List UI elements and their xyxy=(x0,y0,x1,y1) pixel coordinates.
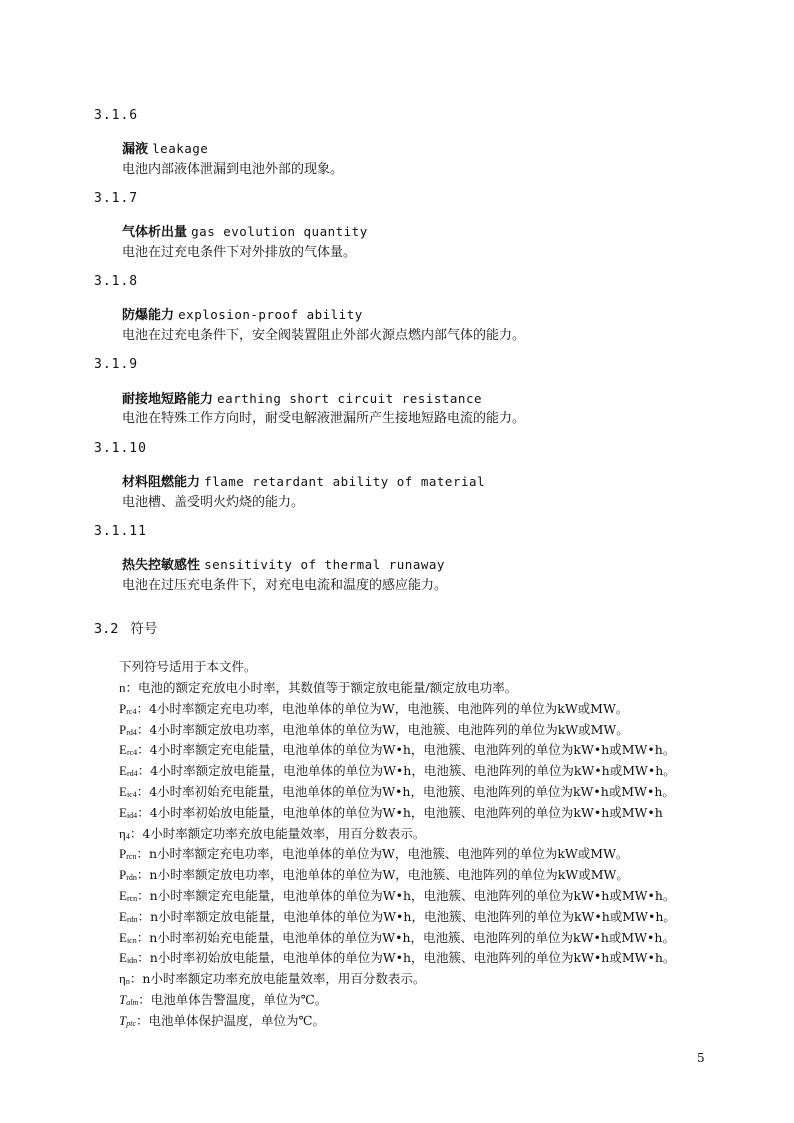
term-number: 3.1.6 xyxy=(94,108,139,123)
section-heading xyxy=(94,617,157,637)
symbol-description: ：4小时率额定功率充放电能量效率，用百分数表示。 xyxy=(129,825,426,841)
term-title-zh: 热失控敏感性 xyxy=(122,558,201,573)
symbol xyxy=(119,722,137,737)
symbol-line xyxy=(119,740,675,758)
symbol-description: ：电池单体保护温度，单位为℃。 xyxy=(136,1012,325,1028)
term-title-zh: 气体析出量 xyxy=(122,225,188,240)
symbol xyxy=(119,805,137,820)
symbol-line xyxy=(119,907,676,925)
symbol-description: ：4小时率额定放电能量，电池单体的单位为W•h，电池簇、电池阵列的单位为kW•h或MW•h。 xyxy=(137,763,676,779)
symbol-description: ：n小时率初始放电能量，电池单体的单位为W•h，电池簇、电池阵列的单位为kW•h或MW•h。 xyxy=(137,950,676,966)
symbol xyxy=(119,846,136,861)
symbol-line xyxy=(119,928,675,946)
term-definition: 电池在特殊工作方向时，耐受电解液泄漏所产生接地短路电流的能力。 xyxy=(122,411,526,426)
page-number: 5 xyxy=(697,1051,705,1065)
term-title xyxy=(122,138,208,157)
symbol-description: ：4小时率初始放电能量，电池单体的单位为W•h，电池簇、电池阵列的单位为kW•h或MW•h xyxy=(137,804,663,820)
term-definition: 电池槽、盖受明火灼烧的能力。 xyxy=(122,495,305,510)
symbol-base: E xyxy=(119,929,127,945)
symbol-subscript: rd4 xyxy=(126,769,138,779)
term-title-zh: 耐接地短路能力 xyxy=(122,392,214,407)
symbol-base: T xyxy=(119,992,127,1007)
term-definition: 电池在过充电条件下对外排放的气体量。 xyxy=(122,245,357,260)
section-title: 符号 xyxy=(130,621,158,637)
symbol-base: E xyxy=(119,950,127,966)
symbol-base: P xyxy=(119,846,127,862)
symbol-description: ：电池单体告警温度，单位为℃。 xyxy=(138,992,328,1007)
symbol-base: η xyxy=(119,825,126,841)
term-title-en: earthing short circuit resistance xyxy=(217,391,483,406)
symbol-line xyxy=(119,782,675,800)
symbol-base: E xyxy=(119,908,127,924)
symbol-subscript: idn xyxy=(126,956,138,966)
symbol xyxy=(119,742,137,757)
term-title-en: explosion-proof ability xyxy=(178,307,363,322)
term-title-en: sensitivity of thermal runaway xyxy=(204,557,445,572)
symbol-description: ：4小时率额定放电功率，电池单体的单位为W，电池簇、电池阵列的单位为kW或MW。 xyxy=(136,721,629,737)
symbol xyxy=(119,826,130,841)
symbol-line xyxy=(119,990,327,1008)
symbol-description: ：4小时率额定充电能量，电池单体的单位为W•h，电池簇、电池阵列的单位为kW•h或MW•h。 xyxy=(137,742,676,758)
term-title xyxy=(122,471,485,490)
symbol-subscript: icn xyxy=(126,935,137,945)
symbol-base: P xyxy=(119,721,127,737)
symbol-description: ：n小时率额定充电功率，电池单体的单位为W，电池簇、电池阵列的单位为kW或MW。 xyxy=(136,846,629,862)
symbol-line xyxy=(119,948,675,966)
term-number: 3.1.9 xyxy=(94,357,139,372)
term-number: 3.1.8 xyxy=(94,274,139,289)
symbol-base: E xyxy=(119,784,127,799)
term-definition: 电池在过充电条件下，安全阀装置阻止外部火源点燃内部气体的能力。 xyxy=(122,328,526,343)
section-number: 3.2 xyxy=(94,621,119,637)
symbol-subscript: ic4 xyxy=(126,790,137,799)
term-number: 3.1.7 xyxy=(94,191,139,206)
symbol-base: P xyxy=(119,700,127,716)
symbol-line xyxy=(119,824,425,842)
symbol xyxy=(119,784,137,799)
symbol xyxy=(119,888,137,903)
symbol-line xyxy=(119,699,628,717)
symbol-subscript: rd4 xyxy=(126,727,137,737)
symbol-subscript: 4 xyxy=(125,831,130,841)
term-title xyxy=(122,304,363,323)
symbol-description: ：电池的额定充放电小时率，其数值等于额定放电能量/额定放电功率。 xyxy=(125,680,518,695)
symbol-base: P xyxy=(119,867,127,883)
symbol-base: T xyxy=(119,1012,127,1028)
term-number: 3.1.11 xyxy=(94,524,147,539)
symbol-base: E xyxy=(119,763,127,779)
symbol-description: ：n小时率额定功率充放电能量效率，用百分数表示。 xyxy=(129,971,426,987)
symbol-base: η xyxy=(119,971,126,987)
symbol xyxy=(119,992,138,1007)
term-title-zh: 材料阻燃能力 xyxy=(122,475,201,490)
term-title-en: flame retardant ability of material xyxy=(204,474,486,489)
symbols-intro: 下列符号适用于本文件。 xyxy=(119,659,257,674)
symbol-subscript: alm xyxy=(126,998,139,1007)
symbol-description: ：n小时率初始充电能量，电池单体的单位为W•h，电池簇、电池阵列的单位为kW•h或MW•h。 xyxy=(136,929,675,945)
symbol-description: ：n小时率额定充电能量，电池单体的单位为W•h，电池簇、电池阵列的单位为kW•h或MW•h。 xyxy=(137,888,676,903)
symbol xyxy=(119,1013,136,1028)
symbol-subscript: n xyxy=(125,977,130,987)
symbol-description: ：4小时率额定充电功率，电池单体的单位为W，电池簇、电池阵列的单位为kW或MW。 xyxy=(136,700,629,716)
symbol xyxy=(119,930,137,945)
term-title-en: gas evolution quantity xyxy=(191,224,368,239)
symbol-base: E xyxy=(119,804,127,820)
symbol-subscript: rcn xyxy=(126,852,137,862)
symbol-subscript: rcn xyxy=(126,894,138,903)
term-definition: 电池在过压充电条件下，对充电电流和温度的感应能力。 xyxy=(122,578,448,593)
symbol-line xyxy=(119,803,663,821)
term-definition: 电池内部液体泄漏到电池外部的现象。 xyxy=(122,162,344,177)
symbol-base: E xyxy=(119,742,127,758)
symbol xyxy=(119,971,130,986)
symbol-line xyxy=(119,1011,325,1029)
term-title-en: leakage xyxy=(152,141,209,156)
term-title-zh: 漏液 xyxy=(122,142,149,157)
symbol-line xyxy=(119,969,425,987)
term-title-zh: 防爆能力 xyxy=(122,308,175,323)
symbol xyxy=(119,867,137,882)
symbol-line xyxy=(119,886,675,904)
symbol-subscript: rc4 xyxy=(126,706,137,716)
symbol xyxy=(119,909,138,924)
symbol-subscript: rdn xyxy=(126,873,137,883)
symbol-subscript: id4 xyxy=(126,810,138,820)
symbol-line xyxy=(119,865,629,883)
symbol-description: ：n小时率额定放电功率，电池单体的单位为W，电池簇、电池阵列的单位为kW或MW。 xyxy=(136,867,629,883)
symbol-subscript: rdn xyxy=(126,914,138,924)
symbol-line xyxy=(119,761,676,779)
symbol-base: n xyxy=(119,680,126,695)
symbol-base: E xyxy=(119,888,127,903)
symbol xyxy=(119,701,136,716)
symbol xyxy=(119,950,137,965)
symbol-description: ：4小时率初始充电能量，电池单体的单位为W•h，电池簇、电池阵列的单位为kW•h或MW•h。 xyxy=(136,784,675,799)
symbol-subscript: rc4 xyxy=(126,748,138,758)
symbol-line xyxy=(119,678,517,696)
term-number: 3.1.10 xyxy=(94,441,147,456)
term-title xyxy=(122,388,482,407)
symbol-description: ：n小时率额定放电能量，电池单体的单位为W•h，电池簇、电池阵列的单位为kW•h或MW•h。 xyxy=(137,908,676,924)
symbol-line xyxy=(119,844,628,862)
symbol xyxy=(119,763,138,778)
symbol-line xyxy=(119,720,629,738)
term-title xyxy=(122,554,445,573)
term-title xyxy=(122,221,368,240)
symbol-subscript: ptc xyxy=(126,1018,137,1028)
